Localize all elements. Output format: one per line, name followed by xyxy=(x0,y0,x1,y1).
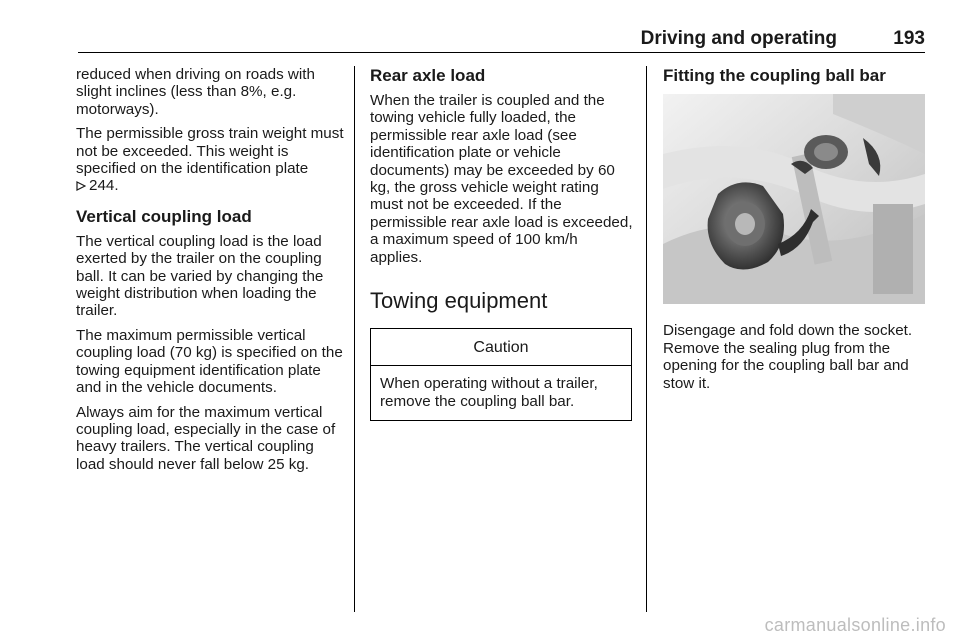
column-divider-2 xyxy=(646,66,647,612)
watermark-text: carmanualsonline.info xyxy=(764,615,946,635)
paragraph-aim-vertical-load: Always aim for the maximum vertical coupling load, especially in the case of heavy trailers. The vertical coupling load should never fall below 25 kg. xyxy=(76,403,336,473)
column-divider-1 xyxy=(354,66,355,612)
page-number: 193 xyxy=(893,28,925,49)
caution-title: Caution xyxy=(371,329,631,366)
heading-towing-equipment: Towing equipment xyxy=(370,288,548,314)
column-left xyxy=(76,66,346,480)
paragraph-vertical-load-definition: The vertical coupling load is the load exerted by the trailer on the coupling ball. It can be varied by changing the weight distribution when loading the trailer. xyxy=(76,232,324,320)
caution-box xyxy=(370,328,632,421)
gross-weight-text: The permissible gross train weight must not be exceeded. This weight is specified on the identification plate xyxy=(76,125,344,178)
coupling-socket-photo xyxy=(663,94,925,304)
heading-rear-axle-load: Rear axle load xyxy=(370,66,486,85)
column-right xyxy=(663,66,927,399)
page-header xyxy=(78,28,925,53)
caution-text: When operating without a trailer, remove the coupling ball bar. xyxy=(380,375,598,410)
page-reference-link[interactable]: 244. xyxy=(89,177,119,195)
paragraph-rear-axle-load: When the trailer is coupled and the towing vehicle fully loaded, the permissible rear axle load (see identification plate or vehicle documents) may be exceeded by 60 kg, the gross vehicle weight rating must not be exceeded. If the permissible rear axle load is exceeded, a maximum speed of 100 km/h applies. xyxy=(370,92,633,266)
paragraph-inclines: reduced when driving on roads with slight inclines (less than 8%, e.g. motorways). xyxy=(76,66,315,118)
column-middle xyxy=(370,66,634,421)
paragraph-max-vertical-load: The maximum permissible vertical coupling load (70 kg) is specified on the towing equipment identification plate and in the vehicle documents. xyxy=(76,326,343,397)
section-title: Driving and operating xyxy=(640,28,837,49)
page-reference-icon xyxy=(76,181,86,191)
paragraph-gross-weight xyxy=(76,125,346,195)
heading-vertical-coupling-load: Vertical coupling load xyxy=(76,206,252,226)
heading-fitting-coupling-ball-bar: Fitting the coupling ball bar xyxy=(663,66,886,85)
paragraph-fitting-instructions: Disengage and fold down the socket. Remove the sealing plug from the opening for the coupling ball bar and stow it. xyxy=(663,322,913,392)
